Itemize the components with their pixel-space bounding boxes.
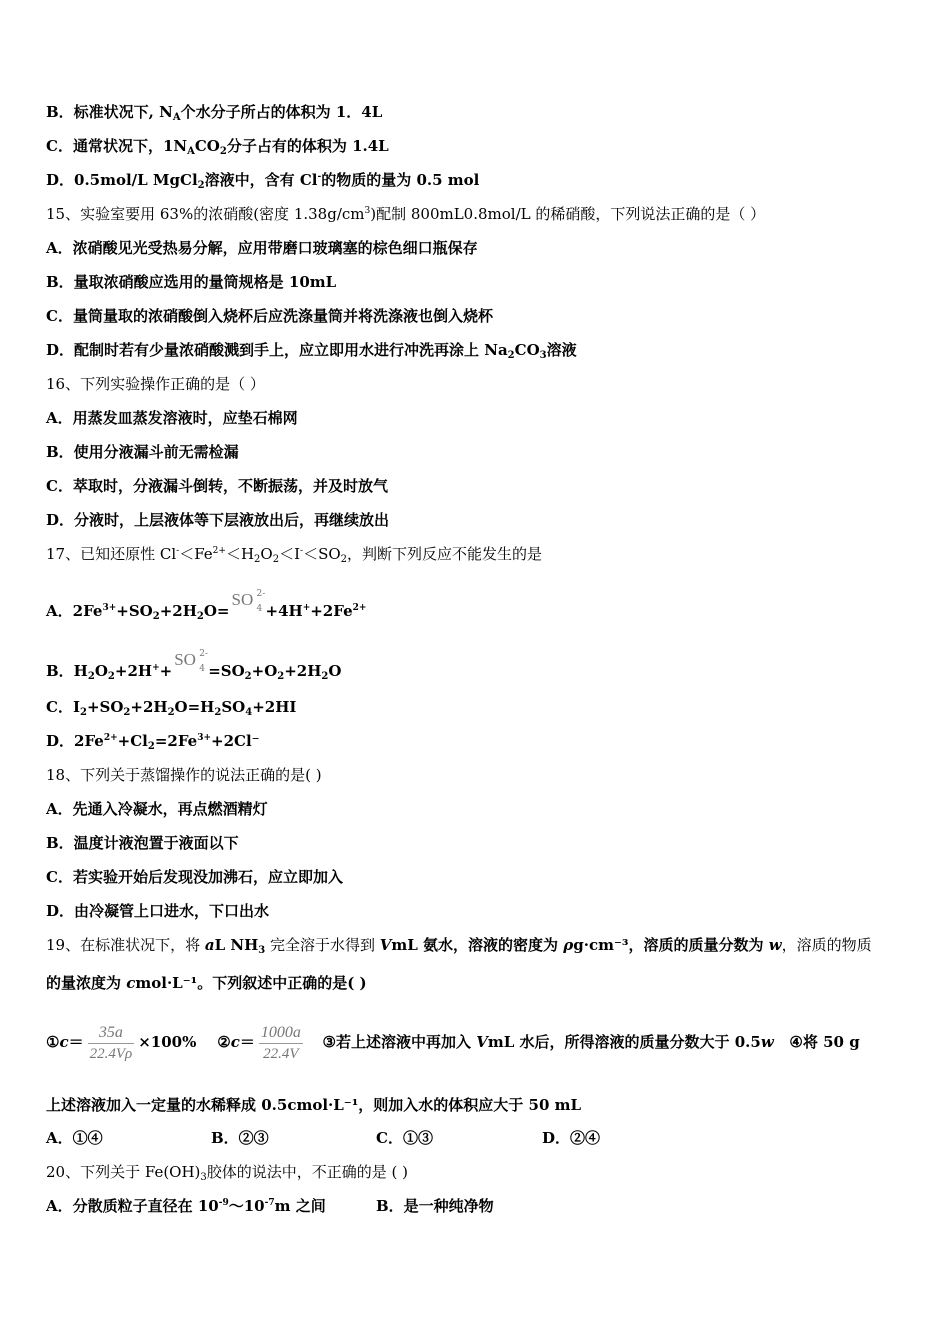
q15-stem: 15、实验室要用 63%的浓硝酸(密度 $1.38g/cm^3$)配制 800mL0.8mol/L 的稀硝酸，下列说法正确的是（ ）: [46, 205, 766, 223]
q17-option-a: A．$2Fe^{3+}+SO_2+2H_2O=$ SO 2- 4 $+4H^++2Fe^{2+}$: [46, 589, 367, 622]
q20-options: [46, 1196, 646, 1216]
q20-stem: 20、下列关于 $Fe(OH)_3$胶体的说法中，不正确的是 ( ): [46, 1163, 409, 1183]
q17-option-d: D．$2Fe^{2+}+Cl_2=2Fe^{3+}+2Cl^-$: [46, 732, 260, 752]
q16-option-c: C．萃取时，分液漏斗倒转，不断振荡，并及时放气: [46, 477, 388, 495]
q16-option-a: A．用蒸发皿蒸发溶液时，应垫石棉网: [46, 409, 298, 427]
q17-option-c: C．$I_2+SO_2+2H_2O=H_2SO_4+2HI$: [46, 698, 297, 718]
q18-stem: 18、下列关于蒸馏操作的说法正确的是( ): [46, 766, 322, 784]
q19-option-c: C．①③: [376, 1129, 433, 1147]
q18-option-a: A．先通入冷凝水，再点燃酒精灯: [46, 800, 268, 818]
q14-option-b: B．标准状况下, $N_A$个水分子所占的体积为 1．4L: [46, 103, 383, 123]
q15-option-c: C．量筒量取的浓硝酸倒入烧杯后应洗涤量筒并将洗涤液也倒入烧杯: [46, 307, 493, 325]
q16-stem: 16、下列实验操作正确的是（ ）: [46, 375, 265, 393]
q18-option-d: D．由冷凝管上口进水，下口出水: [46, 902, 270, 920]
q17-stem: 17、已知还原性 $Cl^-<Fe^{2+}<H_2O_2<I^-<SO_2$，判断下列反应不能发生的是: [46, 545, 543, 565]
q19-stem-line-3: 上述溶液加入一定量的水稀释成 0.5cmol·L⁻¹，则加入水的体积应大于 50 mL: [46, 1096, 582, 1114]
q16-option-b: B．使用分液漏斗前无需检漏: [46, 443, 239, 461]
q19-options: [46, 1128, 646, 1148]
q19-statements: ①c＝ $\frac{35a}{22.4V\rho}$ ×100% ②c＝ $\frac{1000a}{22.4V}$ ③若上述溶液中再加入 VmL 水后，所得溶液的质量分数大于 0.5w ④将 50 g: [46, 1023, 860, 1062]
q14-option-c: C．通常状况下，$1N_ACO_2$分子占有的体积为 1.4L: [46, 137, 389, 157]
sulfate-ion-image: SO 2- 4: [174, 649, 208, 674]
q19-option-a: A．①④: [46, 1129, 103, 1147]
q17-option-b: B．$H_2O_2+2H^++$ SO 2- 4 $=SO_2+O_2+2H_2O$: [46, 649, 342, 682]
q19-option-b: B．②③: [211, 1129, 269, 1147]
q16-option-d: D．分液时，上层液体等下层液放出后，再继续放出: [46, 511, 390, 529]
q19-stem-line-2: 的量浓度为 cmol·L⁻¹。下列叙述中正确的是( ): [46, 974, 367, 992]
fraction-1000a-over-22.4v: $\frac{1000a}{22.4V}$: [260, 1023, 301, 1062]
fraction-35a-over-22.4v-rho: $\frac{35a}{22.4V\rho}$: [89, 1023, 133, 1062]
q19-option-d: D．②④: [542, 1129, 601, 1147]
q18-option-c: C．若实验开始后发现没加沸石，应立即加入: [46, 868, 343, 886]
q15-option-d: D．配制时若有少量浓硝酸溅到手上，应立即用水进行冲洗再涂上 $Na_2CO_3$溶液: [46, 341, 577, 361]
q20-option-a: A．分散质粒子直径在 $10^{-9}\sim 10^{-7}m$ 之间: [46, 1197, 326, 1215]
q18-option-b: B．温度计液泡置于液面以下: [46, 834, 239, 852]
q14-option-d: D．0.5mol/L MgCl$_2$溶液中，含有 Cl-的物质的量为 0.5 mol: [46, 171, 480, 191]
q20-option-b: B．是一种纯净物: [376, 1197, 494, 1215]
q15-option-a: A．浓硝酸见光受热易分解，应用带磨口玻璃塞的棕色细口瓶保存: [46, 239, 478, 257]
q15-option-b: B．量取浓硝酸应选用的量筒规格是 10mL: [46, 273, 337, 291]
sulfate-ion-image: SO 2- 4: [231, 589, 266, 614]
q19-stem-line-1: 19、在标准状况下，将 aL $NH_3$ 完全溶于水得到 VmL 氨水，溶液的密度为 ρg·cm⁻³，溶质的质量分数为 w，溶质的物质: [46, 936, 872, 956]
